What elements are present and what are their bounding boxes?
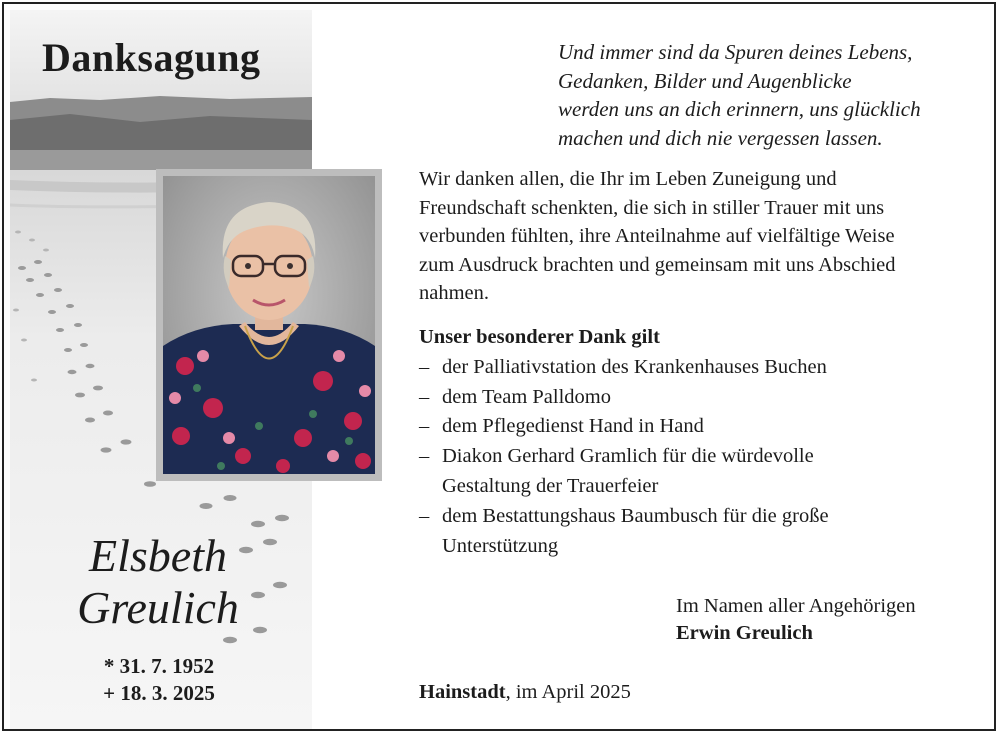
thanks-paragraph xyxy=(419,165,896,308)
list-item-text: dem Pflegedienst Hand in Hand xyxy=(442,415,704,438)
portrait-image xyxy=(163,176,375,474)
dash-bullet: – xyxy=(419,445,430,468)
list-item-text: Diakon Gerhard Gramlich für die würdevolle xyxy=(442,445,814,468)
thanks-line: verbunden fühlten, ihre Anteilnahme auf vielfältige Weise xyxy=(419,225,895,247)
list-item xyxy=(419,412,829,442)
dash-bullet: – xyxy=(419,385,430,408)
poem-line: Gedanken, Bilder und Augenblicke xyxy=(558,68,852,93)
portrait-photo xyxy=(163,176,375,474)
place-city: Hainstadt xyxy=(419,681,506,703)
list-item-text: Unterstützung xyxy=(442,534,559,557)
dash-bullet: – xyxy=(419,415,430,438)
signoff-line: Im Namen aller Angehörigen xyxy=(676,595,916,617)
list-item xyxy=(419,502,829,562)
poem-line: machen und dich nie vergessen lassen. xyxy=(558,125,883,150)
deceased-last-name: Greulich xyxy=(77,582,239,633)
deceased-first-name: Elsbeth xyxy=(89,530,227,581)
special-thanks-title: Unser besonderer Dank gilt xyxy=(419,326,660,348)
list-item-text: dem Team Palldomo xyxy=(442,385,611,408)
notice-frame xyxy=(2,2,996,731)
list-item-text: der Palliativstation des Krankenhauses Buchen xyxy=(442,355,827,378)
thanks-line: Wir danken allen, die Ihr im Leben Zuneigung und xyxy=(419,168,837,190)
portrait-frame xyxy=(156,169,382,481)
poem xyxy=(558,38,921,152)
list-item xyxy=(419,442,829,502)
thanks-line: nahmen. xyxy=(419,282,490,304)
signoff-name: Erwin Greulich xyxy=(676,622,813,644)
list-item xyxy=(419,383,829,413)
page-title: Danksagung xyxy=(42,35,261,80)
thanks-line: Freundschaft schenkten, die sich in stiller Trauer mit uns xyxy=(419,196,885,219)
death-date: + 18. 3. 2025 xyxy=(103,681,215,705)
dash-bullet: – xyxy=(419,504,430,527)
list-item xyxy=(419,353,829,383)
place-date-text: , im April 2025 xyxy=(505,681,631,703)
special-thanks xyxy=(419,323,829,561)
list-item-text: Gestaltung der Trauerfeier xyxy=(442,474,659,497)
signoff xyxy=(676,593,916,647)
poem-line: Und immer sind da Spuren deines Lebens, xyxy=(558,40,913,64)
list-item-text: dem Bestattungshaus Baumbusch für die große xyxy=(442,504,829,527)
place-date xyxy=(419,681,631,704)
dash-bullet: – xyxy=(419,355,430,378)
thanks-line: zum Ausdruck brachten und gemeinsam mit uns Abschied xyxy=(419,253,896,276)
birth-date: * 31. 7. 1952 xyxy=(103,654,215,678)
poem-line: werden uns an dich erinnern, uns glücklich xyxy=(558,97,921,121)
